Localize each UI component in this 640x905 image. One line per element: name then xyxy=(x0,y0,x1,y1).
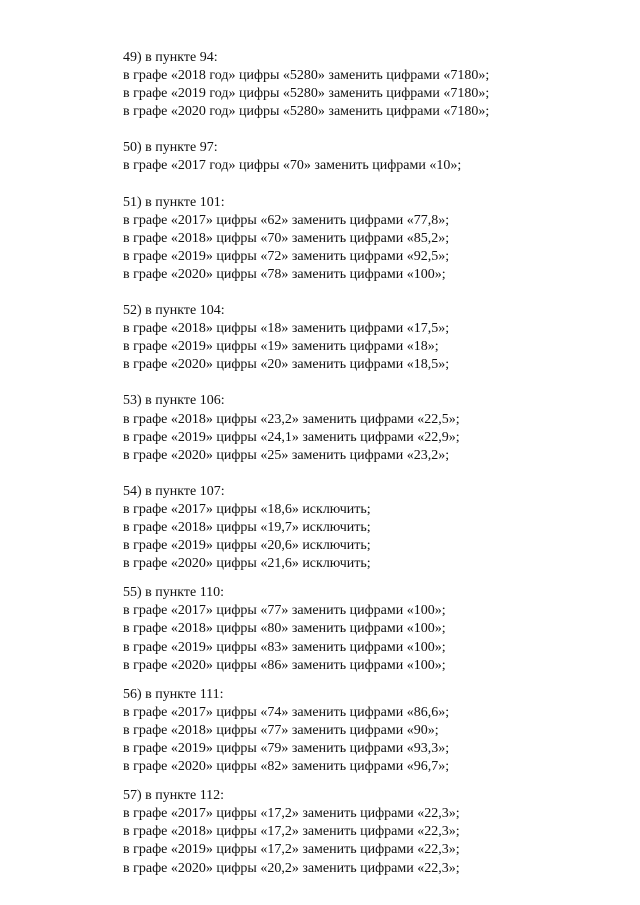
amendment-section-52 xyxy=(123,302,623,374)
section-heading: 52) в пункте 104: xyxy=(123,303,225,319)
amendment-line: в графе «2019» цифры «79» заменить цифрами «93,3»; xyxy=(123,741,450,756)
amendment-line: в графе «2019» цифры «24,1» заменить цифрами «22,9»; xyxy=(123,429,460,445)
amendment-line: в графе «2018» цифры «18» заменить цифрами «17,5»; xyxy=(123,321,450,337)
amendment-line: в графе «2019» цифры «17,2» заменить цифрами «22,3»; xyxy=(123,842,460,858)
amendment-section-49 xyxy=(123,49,623,121)
amendment-line: в графе «2018» цифры «23,2» заменить цифрами «22,5»; xyxy=(123,411,460,427)
amendment-line: в графе «2019» цифры «20,6» исключить; xyxy=(123,538,371,554)
amendment-line: в графе «2020» цифры «21,6» исключить; xyxy=(123,556,371,572)
section-heading: 56) в пункте 111: xyxy=(123,686,224,702)
amendment-line: в графе «2018» цифры «80» заменить цифрами «100»; xyxy=(123,621,446,637)
amendment-line: в графе «2020 год» цифры «5280» заменить цифрами «7180»; xyxy=(123,104,490,120)
amendment-line: в графе «2020» цифры «25» заменить цифрами «23,2»; xyxy=(123,447,450,463)
amendment-line: в графе «2020» цифры «86» заменить цифрами «100»; xyxy=(123,657,446,673)
amendment-line: в графе «2019» цифры «72» заменить цифрами «92,5»; xyxy=(123,248,450,264)
section-heading: 50) в пункте 97: xyxy=(123,140,218,156)
amendment-line: в графе «2018» цифры «19,7» исключить; xyxy=(123,519,371,535)
amendment-line: в графе «2017» цифры «17,2» заменить цифрами «22,3»; xyxy=(123,806,460,822)
amendment-line: в графе «2019» цифры «19» заменить цифрами «18»; xyxy=(123,339,439,355)
amendment-section-50 xyxy=(123,139,623,175)
amendment-line: в графе «2017» цифры «77» заменить цифрами «100»; xyxy=(123,603,446,619)
amendment-line: в графе «2018» цифры «77» заменить цифрами «90»; xyxy=(123,722,439,738)
amendment-section-55 xyxy=(123,584,623,674)
amendment-line: в графе «2019 год» цифры «5280» заменить цифрами «7180»; xyxy=(123,86,490,102)
document-page xyxy=(123,49,623,878)
amendment-line: в графе «2020» цифры «82» заменить цифрами «96,7»; xyxy=(123,759,450,775)
amendment-line: в графе «2018» цифры «70» заменить цифрами «85,2»; xyxy=(123,230,450,246)
amendment-line: в графе «2019» цифры «83» заменить цифрами «100»; xyxy=(123,639,446,655)
section-heading: 53) в пункте 106: xyxy=(123,393,225,409)
amendment-section-57 xyxy=(123,787,623,877)
amendment-section-56 xyxy=(123,686,623,776)
amendment-line: в графе «2017 год» цифры «70» заменить цифрами «10»; xyxy=(123,158,462,174)
amendment-line: в графе «2020» цифры «20» заменить цифрами «18,5»; xyxy=(123,357,450,373)
amendment-line: в графе «2017» цифры «18,6» исключить; xyxy=(123,501,371,517)
amendment-section-51 xyxy=(123,194,623,284)
section-heading: 55) в пункте 110: xyxy=(123,585,225,601)
amendment-section-54 xyxy=(123,483,623,573)
amendment-line: в графе «2018» цифры «17,2» заменить цифрами «22,3»; xyxy=(123,824,460,840)
section-heading: 49) в пункте 94: xyxy=(123,50,218,65)
amendment-line: в графе «2017» цифры «74» заменить цифрами «86,6»; xyxy=(123,704,450,720)
amendment-line: в графе «2017» цифры «62» заменить цифрами «77,8»; xyxy=(123,212,450,228)
section-heading: 54) в пункте 107: xyxy=(123,483,225,499)
section-heading: 57) в пункте 112: xyxy=(123,788,225,804)
amendment-line: в графе «2018 год» цифры «5280» заменить цифрами «7180»; xyxy=(123,68,490,84)
amendment-line: в графе «2020» цифры «20,2» заменить цифрами «22,3»; xyxy=(123,860,460,876)
amendment-section-53 xyxy=(123,392,623,464)
section-heading: 51) в пункте 101: xyxy=(123,194,225,210)
amendment-line: в графе «2020» цифры «78» заменить цифрами «100»; xyxy=(123,266,446,282)
